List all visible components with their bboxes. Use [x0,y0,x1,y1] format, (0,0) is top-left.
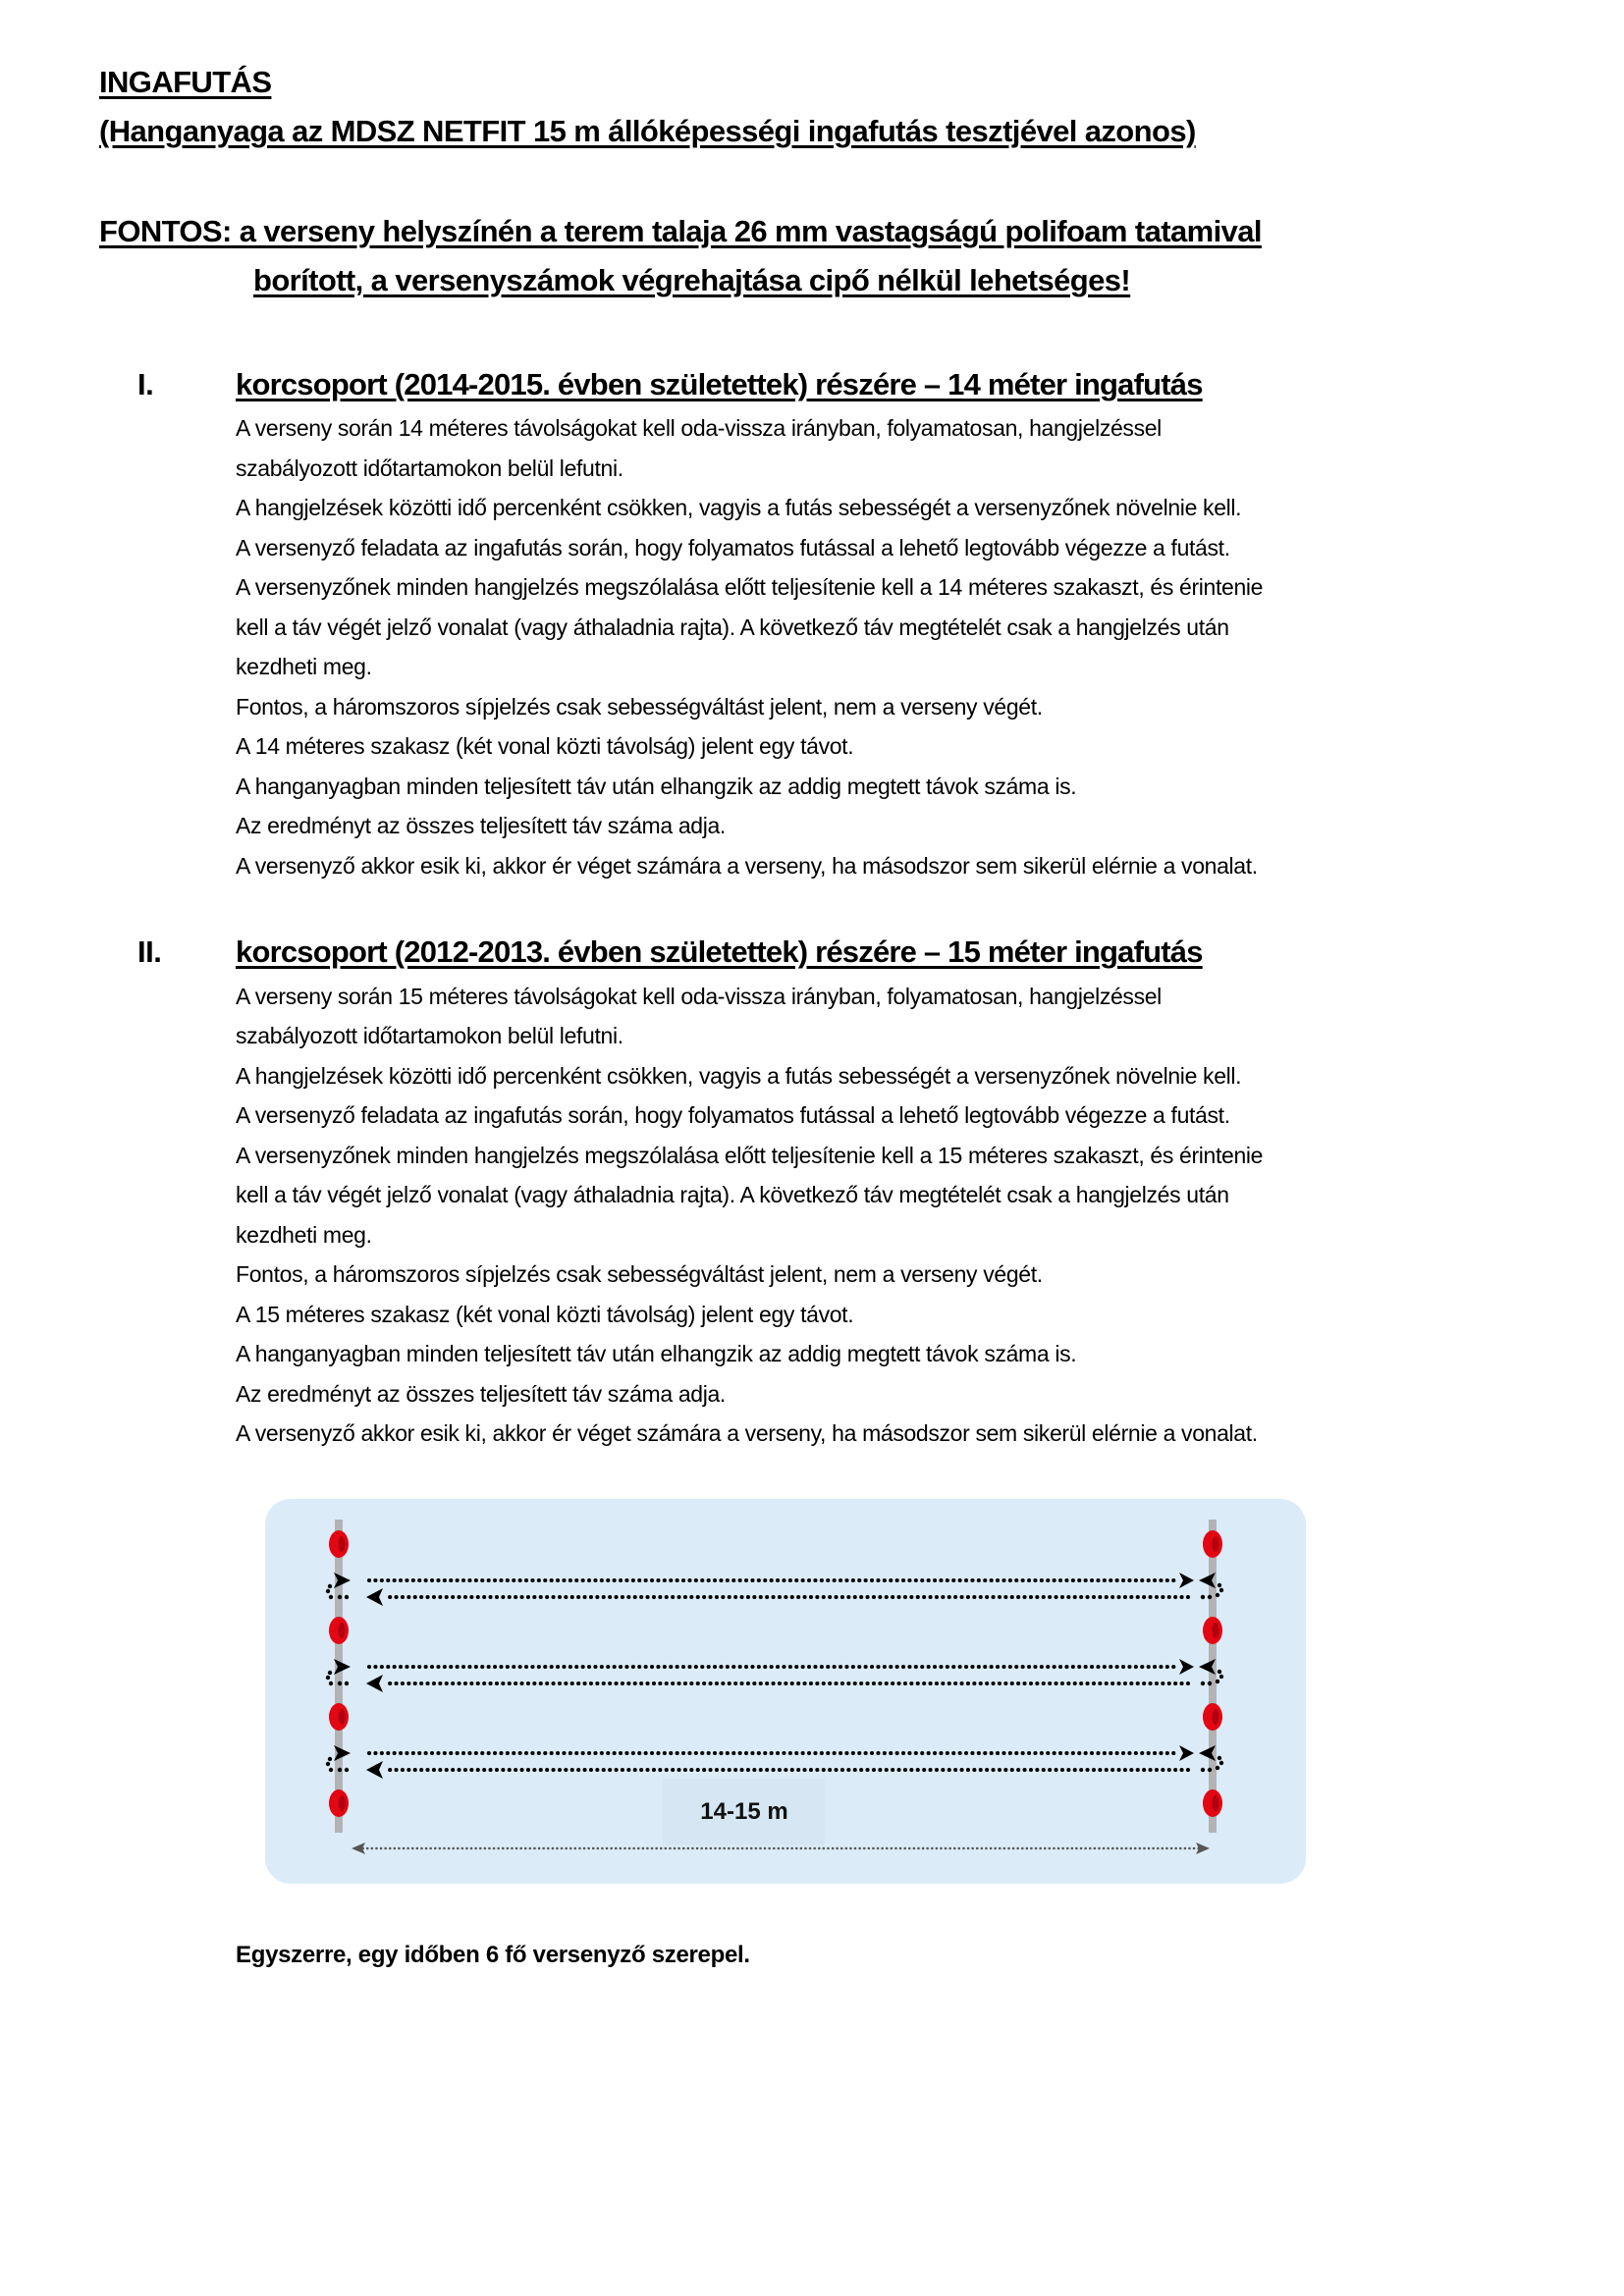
turn-dot [329,1595,333,1599]
distance-label: 14-15 m [700,1798,788,1825]
body-line: A versenyző akkor esik ki, akkor ér véget számára a verseny, ha másodszor sem sikerül elérnie a vonalat. [236,1420,1258,1446]
body-line: A hangjelzések közötti idő percenként csökken, vagyis a futás sebességét a versenyzőnek növelnie kell. [236,495,1242,520]
cone-shade [1213,1795,1219,1811]
body-line: kell a táv végét jelző vonalat (vagy áthaladnia rajta). A következő táv megtételét csak a hangjelzés után [236,1182,1229,1207]
body-line: Fontos, a háromszoros sípjelzés csak sebességváltást jelent, nem a verseny végét. [236,694,1043,720]
body-line: szabályozott időtartamokon belül lefutni. [236,455,623,481]
document-subtitle: (Hanganyaga az MDSZ NETFIT 15 m állóképességi ingafutás tesztjével azonos) [99,114,1196,148]
turn-dot [328,1671,332,1675]
body-line: A versenyzőnek minden hangjelzés megszólalása előtt teljesítenie kell a 14 méteres szakaszt, és érintenie [236,574,1264,600]
turn-dot [329,1768,333,1772]
body-line: A verseny során 15 méteres távolságokat kell oda-vissza irányban, folyamatosan, hangjelzéssel [236,984,1162,1009]
turn-dot [1201,1595,1205,1599]
turn-dot [345,1595,349,1599]
body-line: A versenyző akkor esik ki, akkor ér véget számára a verseny, ha másodszor sem sikerül elérnie a vonalat. [236,853,1258,879]
turn-dot [338,1595,342,1599]
diagram-canvas [265,1499,1306,1884]
section-numeral: II. [137,934,162,969]
turn-dot [1201,1682,1205,1685]
shuttle-run-diagram [265,1499,1306,1884]
body-line: kell a táv végét jelző vonalat (vagy áthaladnia rajta). A következő táv megtételét csak a hangjelzés után [236,614,1229,640]
participants-note: Egyszerre, egy időben 6 fő versenyző szerepel. [236,1942,750,1968]
cone-shade [339,1795,346,1811]
body-line: Az eredményt az összes teljesített táv száma adja. [236,1381,726,1407]
body-line: szabályozott időtartamokon belül lefutni. [236,1023,623,1048]
turn-dot [345,1682,349,1685]
turn-dot [1216,1593,1219,1597]
body-line: A hanganyagban minden teljesített táv után elhangzik az addig megtett távok száma is. [236,1341,1077,1366]
turn-dot [328,1757,332,1761]
body-line: A versenyző feladata az ingafutás során, hogy folyamatos futással a lehető legtovább végezze a futást. [236,535,1230,561]
body-line: A 14 méteres szakasz (két vonal közti távolság) jelent egy távot. [236,733,854,759]
body-line: A versenyző feladata az ingafutás során, hogy folyamatos futással a lehető legtovább végezze a futást. [236,1102,1230,1128]
turn-dot [338,1682,342,1685]
turn-dot [329,1682,333,1685]
turn-dot [1201,1768,1205,1772]
cone-shade [1213,1709,1219,1725]
turn-dot [326,1676,330,1680]
turn-dot [1219,1588,1223,1592]
turn-dot [1218,1670,1221,1674]
turn-dot [1208,1595,1212,1599]
document-title: INGAFUTÁS [99,65,272,99]
turn-dot [1219,1675,1223,1679]
cone-shade [339,1536,346,1552]
turn-dot [328,1584,332,1588]
section-numeral: I. [137,367,154,401]
turn-dot [345,1768,349,1772]
turn-dot [1219,1761,1223,1765]
turn-dot [326,1589,330,1593]
section-heading: korcsoport (2012-2013. évben születettek) részére – 15 méter ingafutás [236,934,1203,969]
turn-dot [1208,1768,1212,1772]
body-line: A 15 méteres szakasz (két vonal közti távolság) jelent egy távot. [236,1302,854,1327]
notice-line-2: borított, a versenyszámok végrehajtása cipő nélkül lehetséges! [253,263,1131,297]
section-heading: korcsoport (2014-2015. évben születettek) részére – 14 méter ingafutás [236,367,1203,401]
body-line: kezdheti meg. [236,1222,372,1248]
cone-shade [339,1623,346,1638]
body-line: A versenyzőnek minden hangjelzés megszólalása előtt teljesítenie kell a 15 méteres szakaszt, és érintenie [236,1143,1264,1168]
cone-shade [339,1709,346,1725]
turn-dot [1216,1680,1219,1683]
body-line: A hangjelzések közötti idő percenként csökken, vagyis a futás sebességét a versenyzőnek növelnie kell. [236,1063,1242,1089]
cone-shade [1213,1536,1219,1552]
cone-shade [1213,1623,1219,1638]
body-line: Az eredményt az összes teljesített táv száma adja. [236,813,726,838]
turn-dot [1218,1583,1221,1587]
body-line: Fontos, a háromszoros sípjelzés csak sebességváltást jelent, nem a verseny végét. [236,1261,1043,1287]
turn-dot [326,1762,330,1766]
body-line: kezdheti meg. [236,654,372,679]
turn-dot [1218,1756,1221,1760]
turn-dot [1208,1682,1212,1685]
turn-dot [338,1768,342,1772]
notice-line-1: FONTOS: a verseny helyszínén a terem talaja 26 mm vastagságú polifoam tatamival [99,214,1262,248]
turn-dot [1216,1766,1219,1770]
body-line: A verseny során 14 méteres távolságokat kell oda-vissza irányban, folyamatosan, hangjelzéssel [236,415,1162,441]
body-line: A hanganyagban minden teljesített táv után elhangzik az addig megtett távok száma is. [236,774,1077,799]
